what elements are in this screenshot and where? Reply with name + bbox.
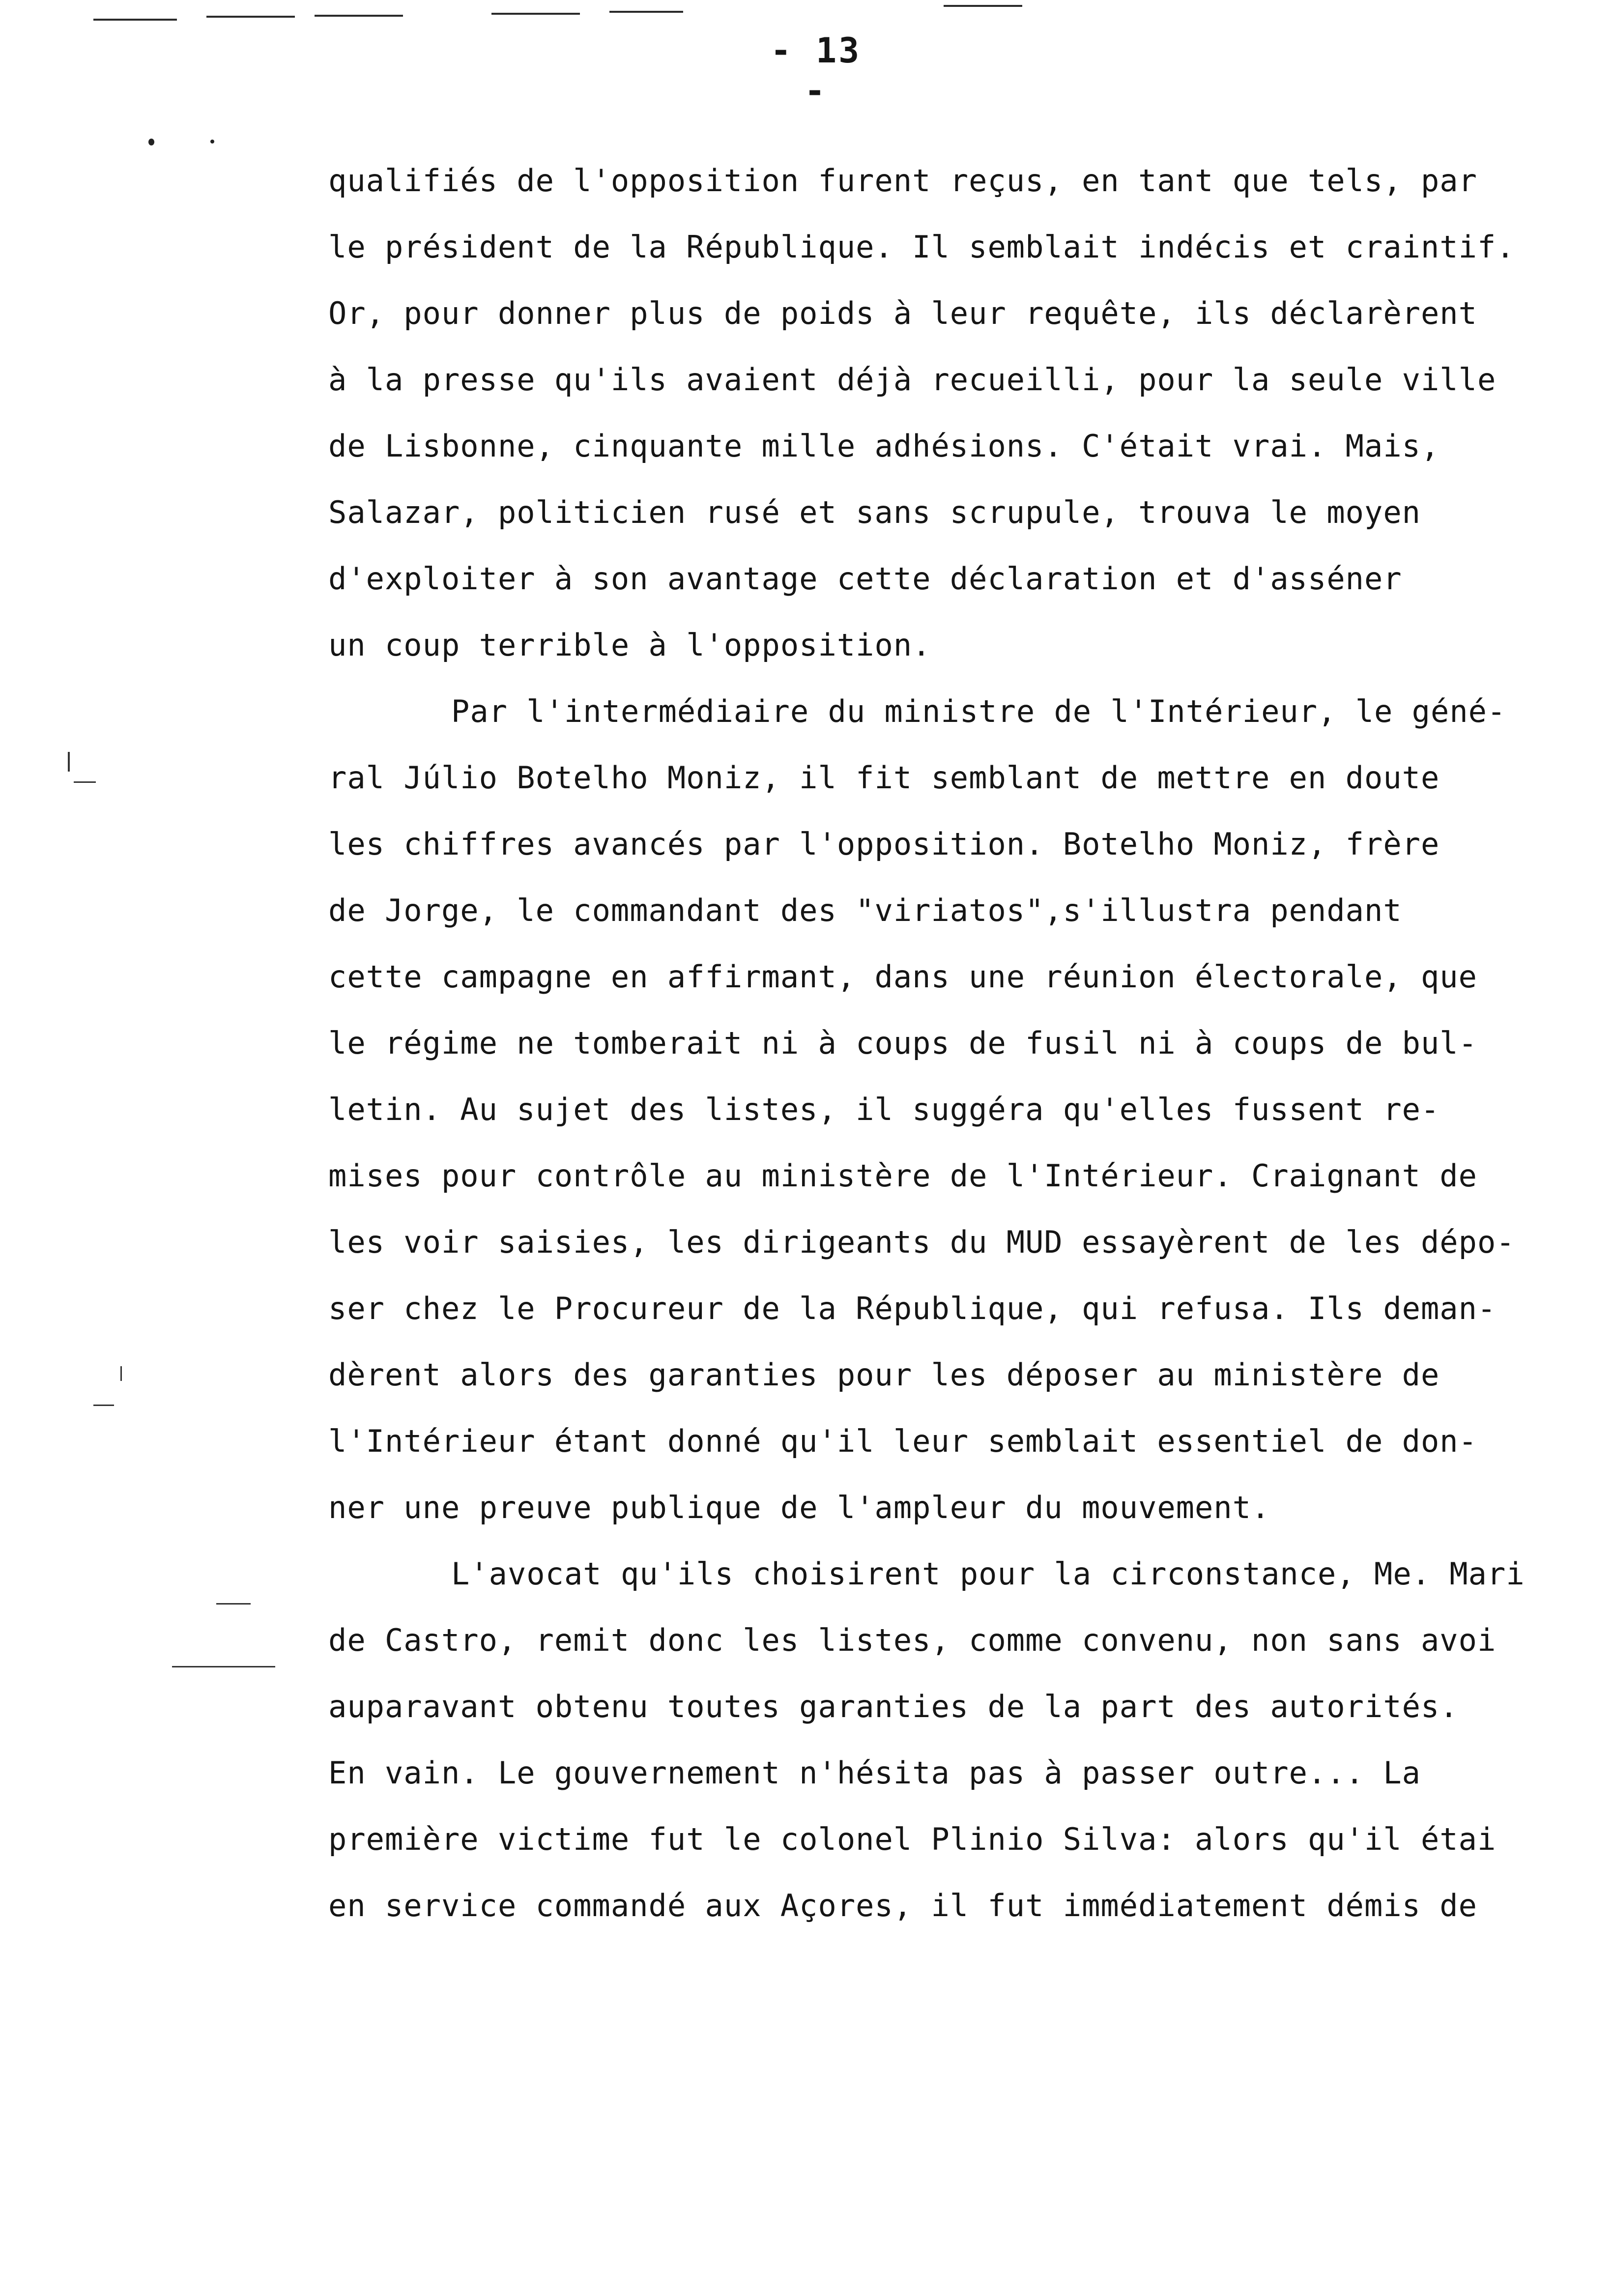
text-line: l'Intérieur étant donné qu'il leur semblait essentiel de don- xyxy=(328,1423,1477,1459)
top-rule xyxy=(491,13,580,15)
margin-dot xyxy=(148,139,154,145)
page-number: - 13 - xyxy=(770,30,862,111)
text-line: de Castro, remit donc les listes, comme convenu, non sans avoi xyxy=(328,1622,1497,1658)
text-line: ner une preuve publique de l'ampleur du mouvement. xyxy=(328,1490,1270,1525)
text-line: d'exploiter à son avantage cette déclaration et d'asséner xyxy=(328,561,1402,597)
text-line: les chiffres avancés par l'opposition. Botelho Moniz, frère xyxy=(328,826,1440,862)
text-line: ser chez le Procureur de la République, qui refusa. Ils deman- xyxy=(328,1291,1497,1326)
text-line: cette campagne en affirmant, dans une réunion électorale, que xyxy=(328,959,1477,995)
body-text xyxy=(328,147,1606,1939)
margin-mark xyxy=(120,1366,122,1381)
text-line: à la presse qu'ils avaient déjà recueilli, pour la seule ville xyxy=(328,362,1497,398)
margin-mark xyxy=(68,752,70,772)
paragraph-first-line: L'avocat qu'ils choisirent pour la circonstance, Me. Mari xyxy=(451,1556,1525,1592)
text-line: ral Júlio Botelho Moniz, il fit semblant de mettre en doute xyxy=(328,760,1440,796)
text-line: letin. Au sujet des listes, il suggéra qu'elles fussent re- xyxy=(328,1091,1440,1127)
margin-mark xyxy=(216,1603,251,1605)
margin-mark xyxy=(172,1666,275,1667)
top-rule xyxy=(315,15,403,17)
top-rule xyxy=(93,19,177,21)
text-line: le président de la République. Il semblait indécis et craintif. xyxy=(328,229,1515,265)
text-line: les voir saisies, les dirigeants du MUD essayèrent de les dépo- xyxy=(328,1224,1515,1260)
top-rule xyxy=(944,5,1022,7)
text-line: en service commandé aux Açores, il fut immédiatement démis de xyxy=(328,1888,1477,1923)
text-line: auparavant obtenu toutes garanties de la part des autorités. xyxy=(328,1689,1459,1724)
text-line: Or, pour donner plus de poids à leur requête, ils déclarèrent xyxy=(328,295,1477,331)
paragraph-first-line: Par l'intermédiaire du ministre de l'Intérieur, le géné- xyxy=(451,693,1506,729)
top-rule xyxy=(206,16,295,18)
text-line: En vain. Le gouvernement n'hésita pas à passer outre... La xyxy=(328,1755,1421,1791)
text-line: première victime fut le colonel Plinio Silva: alors qu'il étai xyxy=(328,1821,1497,1857)
text-line: Salazar, politicien rusé et sans scrupule, trouva le moyen xyxy=(328,494,1421,530)
text-line: le régime ne tomberait ni à coups de fusil ni à coups de bul- xyxy=(328,1025,1477,1061)
text-line: de Jorge, le commandant des "viriatos",s'illustra pendant xyxy=(328,892,1402,928)
top-rule xyxy=(609,11,683,13)
margin-mark xyxy=(93,1405,114,1406)
margin-dot xyxy=(210,140,214,144)
text-line: mises pour contrôle au ministère de l'Intérieur. Craignant de xyxy=(328,1158,1477,1194)
text-line: qualifiés de l'opposition furent reçus, en tant que tels, par xyxy=(328,163,1477,199)
margin-mark xyxy=(74,781,96,783)
text-line: de Lisbonne, cinquante mille adhésions. C'était vrai. Mais, xyxy=(328,428,1440,464)
text-line: un coup terrible à l'opposition. xyxy=(328,627,931,663)
text-line: dèrent alors des garanties pour les déposer au ministère de xyxy=(328,1357,1440,1393)
